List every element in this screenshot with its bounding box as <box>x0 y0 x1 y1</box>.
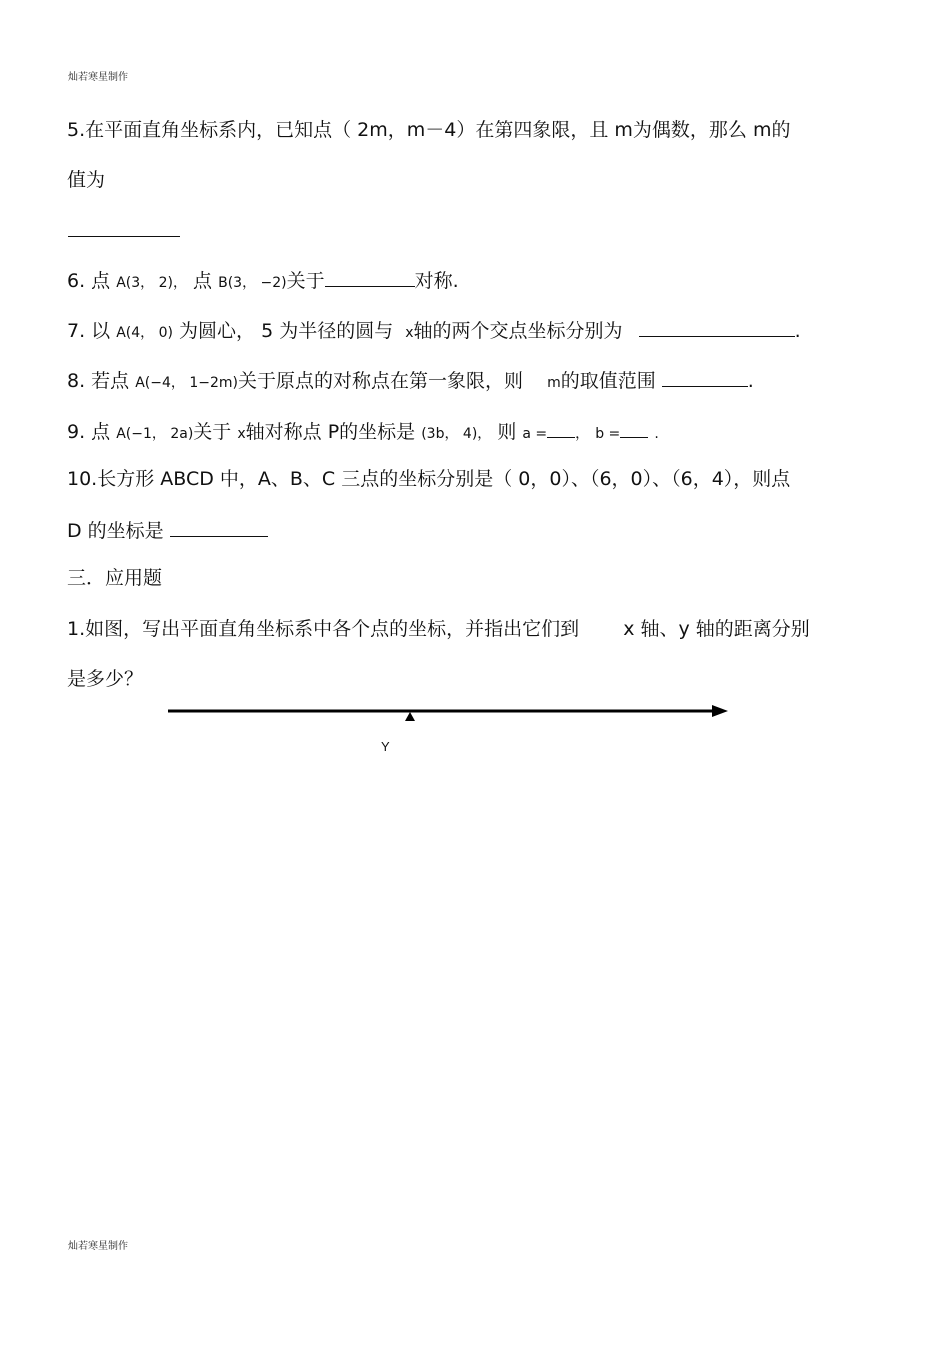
q8-text-2: 的取值范围 <box>560 370 656 392</box>
q7-x: x <box>405 325 414 341</box>
section-title: 三．应用题 <box>67 567 163 589</box>
q6-point-b: B(3， −2) <box>218 275 287 291</box>
a1-text: 1.如图，写出平面直角坐标系中各个点的坐标，并指出它们到 <box>67 618 580 640</box>
question-5-line-2: 值为 <box>67 169 106 191</box>
q6-about: 关于 <box>286 270 325 292</box>
q9-then: 则 <box>497 421 517 443</box>
q9-suffix: . <box>654 426 659 442</box>
q7-text-2: 轴的两个交点坐标分别为 <box>413 320 623 342</box>
q9-point: A(−1， 2a) <box>116 426 194 442</box>
a1-text-2: x 轴、y 轴的距离分别 <box>623 618 810 640</box>
footer-watermark: 灿若寒星制作 <box>68 1241 128 1252</box>
q9-about: 关于 <box>193 421 232 443</box>
question-10-line-1: 10.长方形 ABCD 中，A、B、C 三点的坐标分别是（ 0，0）、（6，0）、（6，4），则点 <box>67 468 791 490</box>
q6-point-a: A(3， 2)， <box>116 275 187 291</box>
header-watermark: 灿若寒星制作 <box>68 72 128 83</box>
q9-x: x <box>237 426 246 442</box>
q7-text: 为圆心， 5 为半径的圆与 <box>179 320 394 342</box>
q8-text: 关于原点的对称点在第一象限，则 <box>238 370 524 392</box>
q9-a-label: a = <box>522 426 548 442</box>
q8-prefix: 8. 若点 <box>67 370 130 392</box>
q8-point: A(−4， 1−2m) <box>135 375 238 391</box>
application-question-1-line-2: 是多少？ <box>67 668 144 690</box>
question-5-line-1: 5.在平面直角坐标系内，已知点（ 2m，m－4）在第四象限，且 m为偶数，那么 m的 <box>67 119 791 141</box>
q9-prefix: 9. 点 <box>67 421 111 443</box>
q8-suffix: . <box>747 370 754 392</box>
q7-prefix: 7. 以 <box>67 320 111 342</box>
q9-comma: ， <box>575 426 590 442</box>
q7-point: A(4， 0) <box>116 325 173 341</box>
q7-suffix: . <box>794 320 801 342</box>
q10-text: D 的坐标是 <box>67 520 164 542</box>
q9-b-label: b = <box>595 426 621 442</box>
y-axis-label: Y <box>381 739 390 754</box>
y-axis-arrowhead <box>405 712 415 721</box>
q6-suffix: 对称. <box>414 270 459 292</box>
q9-text: 轴对称点 P的坐标是 <box>245 421 416 443</box>
x-axis-arrowhead <box>712 705 728 717</box>
q9-point-p: (3b， 4)， <box>421 426 492 442</box>
q8-m: m <box>547 375 561 391</box>
q6-point-label: 点 <box>193 270 213 292</box>
q6-prefix: 6. 点 <box>67 270 111 292</box>
